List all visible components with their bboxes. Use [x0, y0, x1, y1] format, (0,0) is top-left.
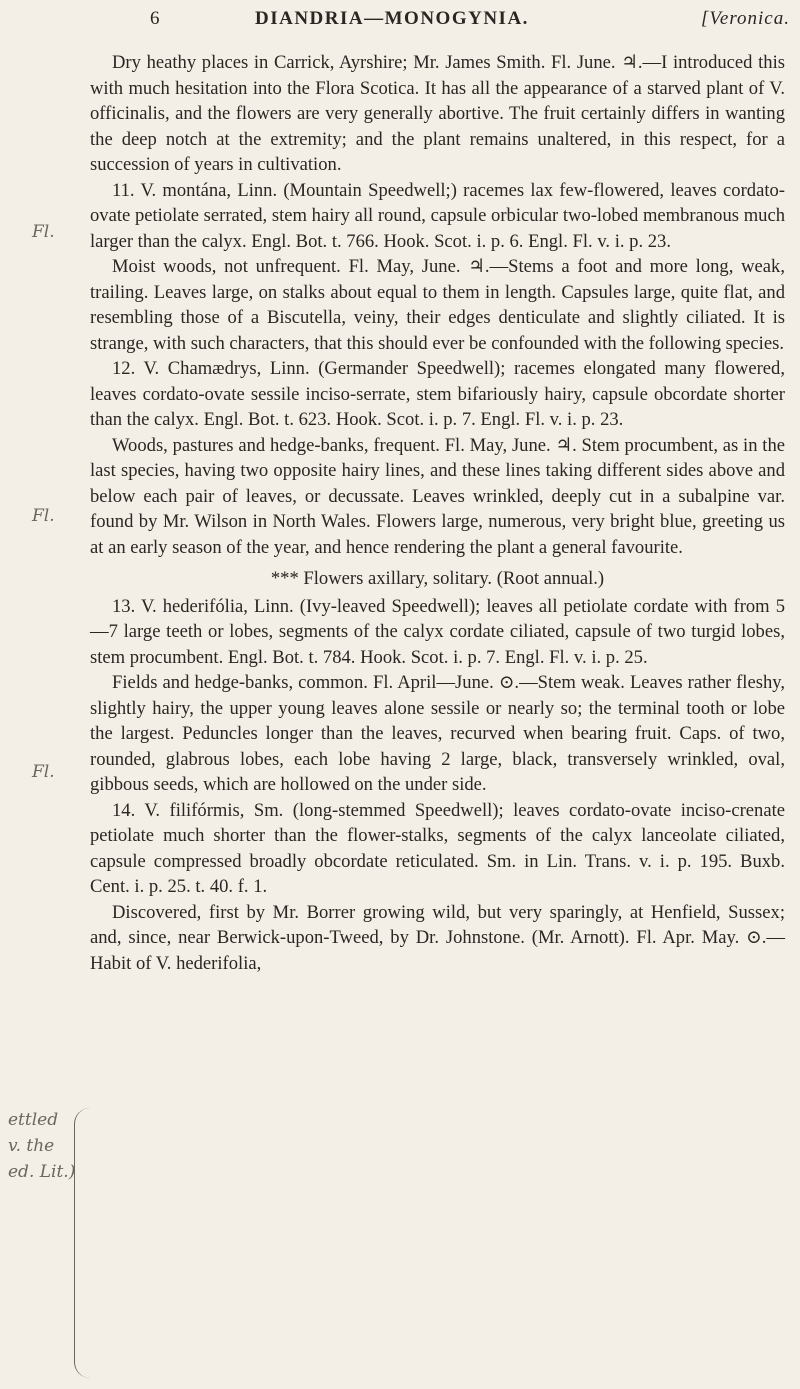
species-entry: 11. V. montána, Linn. (Mountain Speedwell;) racemes lax few-flowered, leaves cordato-ovate petiolate serrated, stem hairy all round, capsule orbicular two-lobed membranous much larger than the calyx. Engl. Bot. t. 766. Hook. Scot. i. p. 6. Engl. Fl. v. i. p. 23. [90, 179, 785, 252]
paragraph: Discovered, first by Mr. Borrer growing wild, but very sparingly, at Henfield, Sussex; and, since, near Berwick-upon-Tweed, by Dr. Johnstone. (Mr. Arnott). Fl. Apr. May. ⊙.—Habit of V. hederifolia, [90, 901, 785, 974]
margin-bracket [74, 1108, 95, 1378]
page-title: DIANDRIA—MONOGYNIA. [255, 8, 529, 29]
genus-heading: [Veronica. [701, 8, 790, 29]
margin-note: ettled [8, 1110, 59, 1130]
paragraph: Fields and hedge-banks, common. Fl. April—June. ⊙.—Stem weak. Leaves rather fleshy, slightly hairy, the upper young leaves alone sessile or nearly so; the terminal tooth or lobe the largest. Peduncles longer than the leaves, recurved when bearing fruit. Caps. of two, rounded, glabrous lobes, each lobe having 2 large, black, transversely wrinkled, oval, gibbous seeds, which are hollowed on the under side. [90, 672, 785, 795]
margin-note: Fl. [32, 222, 55, 242]
margin-note: Fl. [32, 506, 55, 526]
text-body [90, 50, 785, 976]
paragraph: Woods, pastures and hedge-banks, frequent. Fl. May, June. ♃. Stem procumbent, as in the last species, having two opposite hairy lines, and these lines taking different sides above and below each pair of leaves, or decussate. Leaves wrinkled, deeply cut in a subalpine var. found by Mr. Wilson in North Wales. Flowers large, numerous, very bright blue, greeting us at an early season of the year, and hence rendering the plant a general favourite. [90, 434, 785, 558]
margin-note: v. the [8, 1136, 55, 1156]
species-entry: 14. V. filifórmis, Sm. (long-stemmed Speedwell); leaves cordato-ovate inciso-crenate petiolate much shorter than the flower-stalks, segments of the calyx lanceolate ciliated, capsule compressed broadly obcordate reticulated. Sm. in Lin. Trans. v. i. p. 195. Buxb. Cent. i. p. 25. t. 40. f. 1. [90, 799, 785, 897]
margin-note: ed. Lit.) [8, 1162, 76, 1182]
margin-note: Fl. [32, 762, 55, 782]
paragraph: Moist woods, not unfrequent. Fl. May, June. ♃.—Stems a foot and more long, weak, trailing. Leaves large, on stalks about equal to them in length. Capsules large, quite flat, and resembling those of a Biscutella, veiny, their edges denticulate and slightly ciliated. It is strange, with such characters, that this should ever be confounded with the following species. [90, 256, 785, 354]
paragraph: Dry heathy places in Carrick, Ayrshire; Mr. James Smith. Fl. June. ♃.—I introduced this with much hesitation into the Flora Scotica. It has all the appearance of a starved plant of V. officinalis, and the flowers are very generally abortive. The fruit certainly differs in wanting the deep notch at the extremity; and the plant remains unaltered, in this respect, for a succession of years in cultivation. [90, 52, 785, 175]
species-entry: 13. V. hederifólia, Linn. (Ivy-leaved Speedwell); leaves all petiolate cordate with from 5—7 large teeth or lobes, segments of the calyx cordate ciliated, capsule of two turgid lobes, stem procumbent. Engl. Bot. t. 784. Hook. Scot. i. p. 7. Engl. Fl. v. i. p. 25. [90, 595, 785, 668]
section-heading: *** Flowers axillary, solitary. (Root annual.) [270, 568, 605, 589]
species-entry: 12. V. Chamædrys, Linn. (Germander Speedwell); racemes elongated many flowered, leaves cordato-ovate sessile inciso-serrate, stem bifariously hairy, capsule obcordate shorter than the calyx. Engl. Bot. t. 623. Hook. Scot. i. p. 7. Engl. Fl. v. i. p. 23. [90, 358, 785, 430]
page-number: 6 [150, 8, 161, 29]
